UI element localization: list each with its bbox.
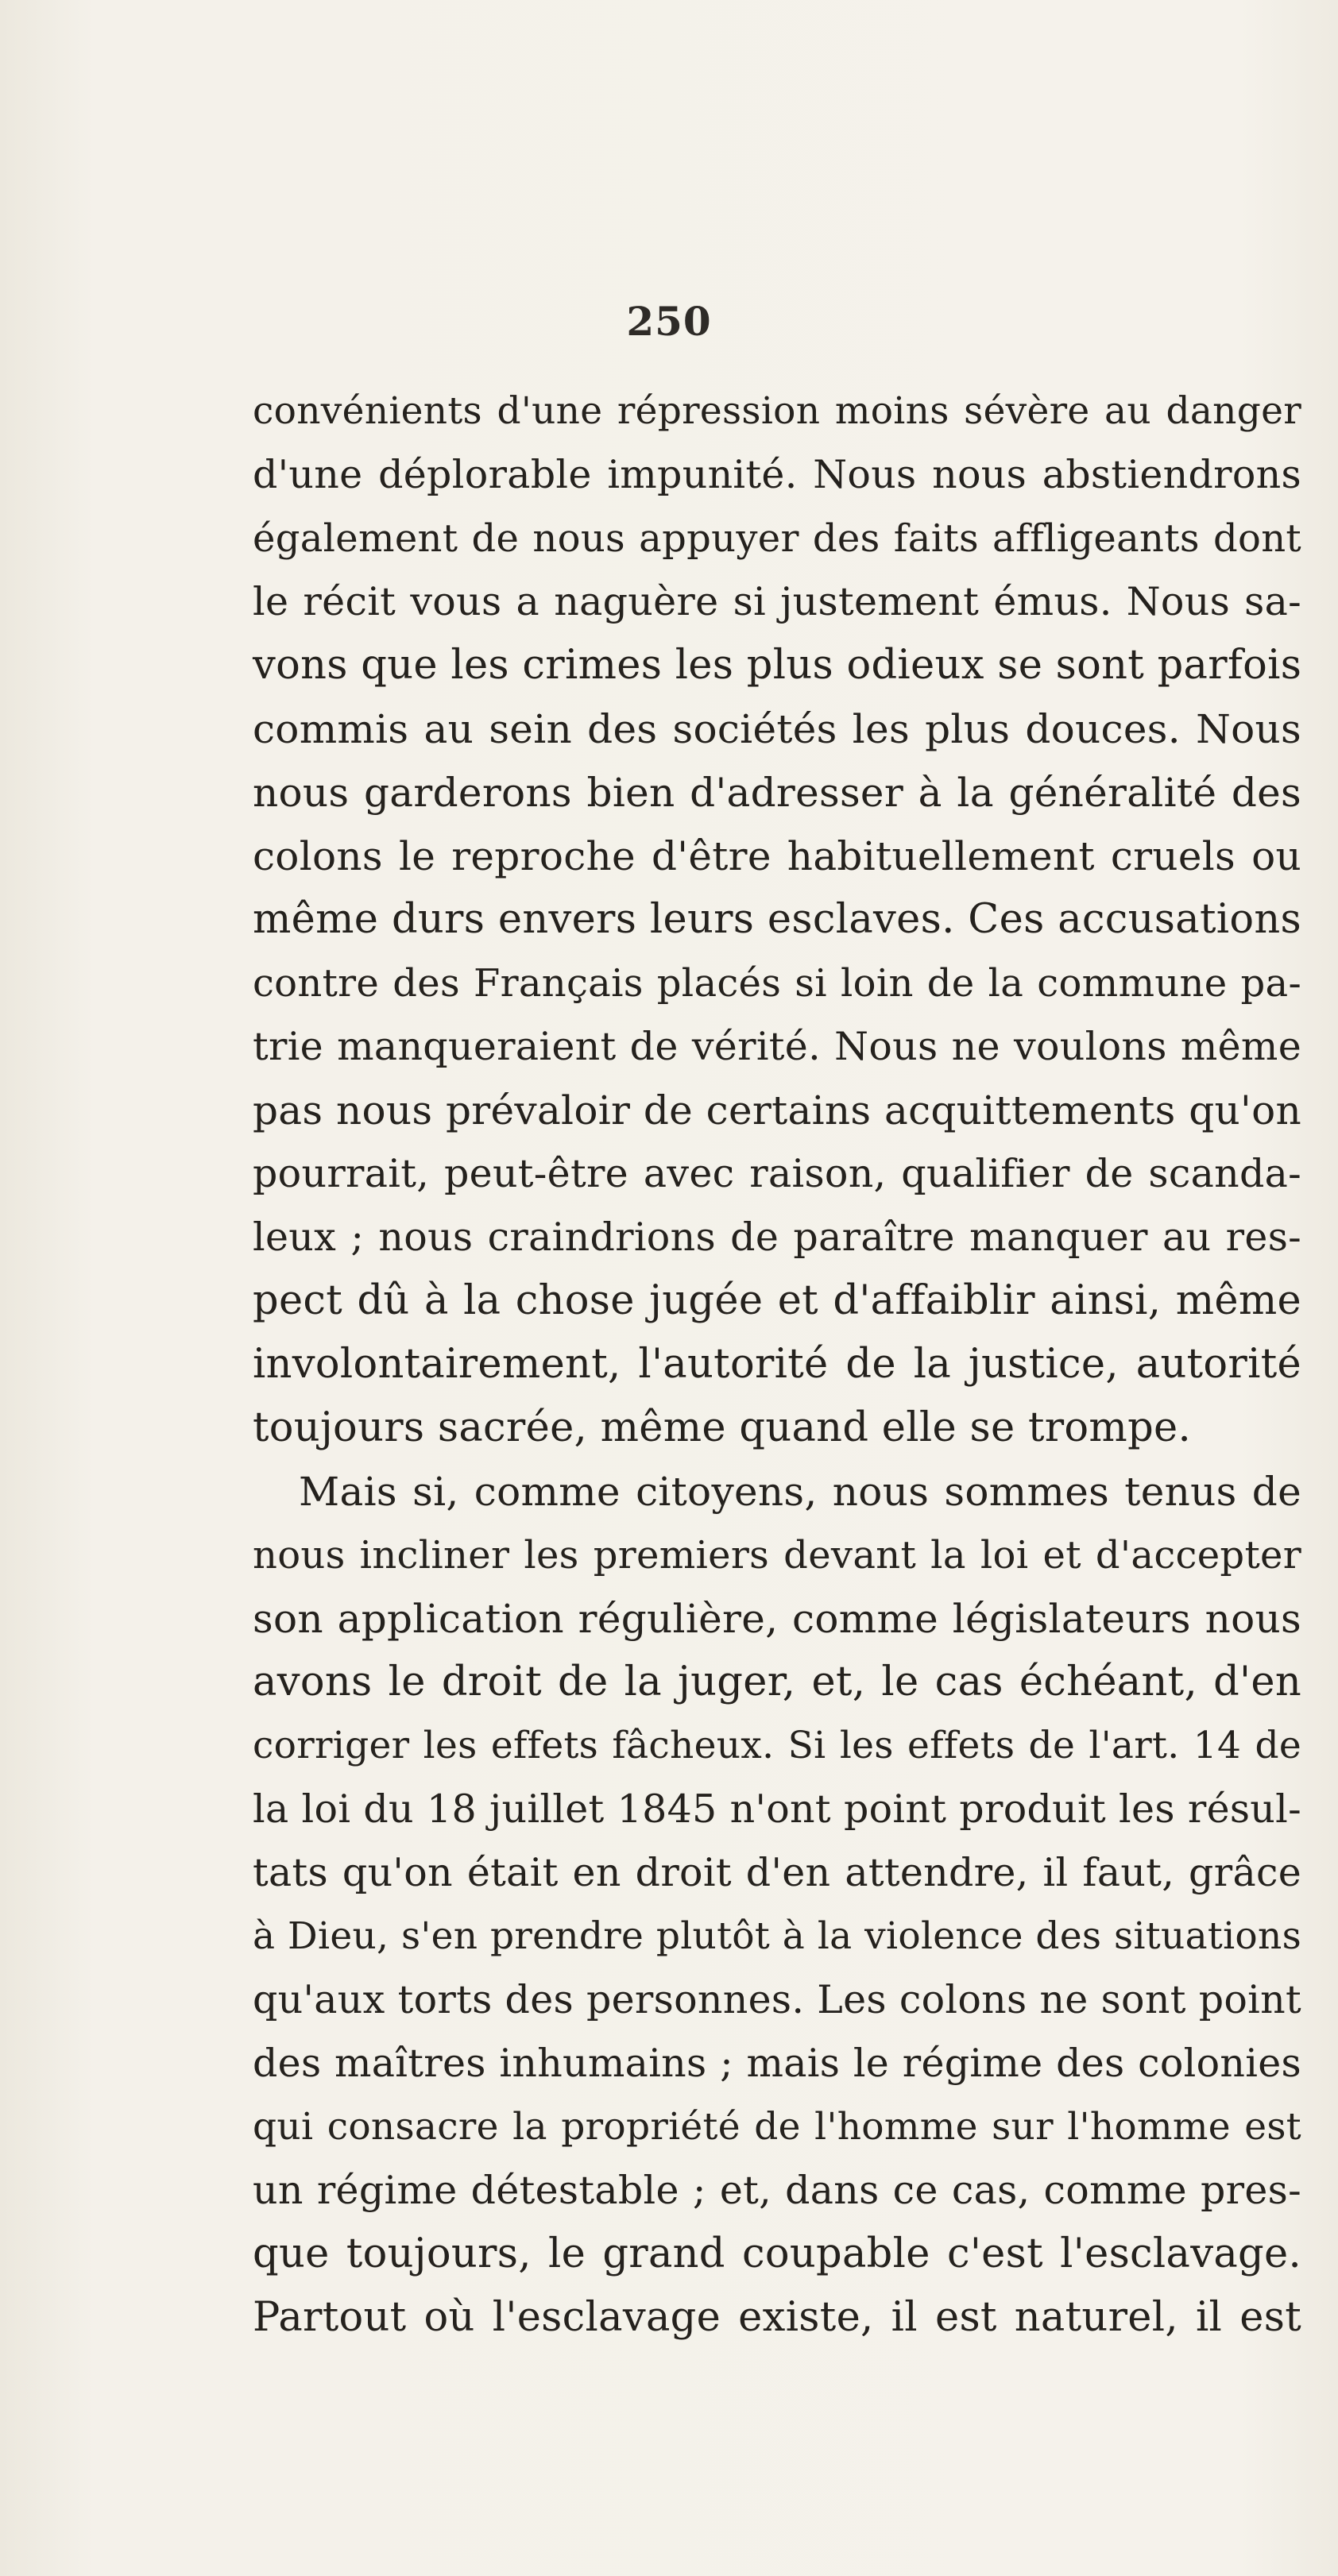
text-line: vons que les crimes les plus odieux se sont parfois xyxy=(253,642,1302,689)
text-line: nous garderons bien d'adresser à la généralité des xyxy=(253,770,1301,816)
text-line: la loi du 18 juillet 1845 n'ont point produit les résul- xyxy=(253,1786,1301,1832)
text-line: même durs envers leurs esclaves. Ces accusations xyxy=(253,896,1301,943)
text-line: que toujours, le grand coupable c'est l'esclavage. xyxy=(253,2230,1301,2277)
text-line: qu'aux torts des personnes. Les colons ne sont point xyxy=(253,1977,1301,2022)
text-line: leux ; nous craindrions de paraître manquer au res- xyxy=(253,1215,1301,1260)
text-line: qui consacre la propriété de l'homme sur l'homme est xyxy=(253,2105,1301,2149)
text-line: commis au sein des sociétés les plus douces. Nous xyxy=(253,706,1301,752)
text-line: Partout où l'esclavage existe, il est naturel, il est xyxy=(253,2294,1301,2341)
text-line: contre des Français placés si loin de la commune pa- xyxy=(253,961,1301,1006)
text-line: des maîtres inhumains ; mais le régime des colonies xyxy=(253,2041,1301,2086)
text-line: involontairement, l'autorité de la justice, autorité xyxy=(253,1341,1301,1388)
text-line: pas nous prévaloir de certains acquittements qu'on xyxy=(253,1087,1301,1134)
text-line: son application régulière, comme législateurs nous xyxy=(253,1596,1301,1642)
text-line: corriger les effets fâcheux. Si les effets de l'art. 14 de xyxy=(253,1724,1301,1767)
text-line: un régime détestable ; et, dans ce cas, comme pres- xyxy=(253,2168,1301,2213)
page-number: 250 xyxy=(626,298,712,345)
text-line: pourrait, peut-être avec raison, qualifier de scanda- xyxy=(253,1151,1301,1196)
text-line: trie manqueraient de vérité. Nous ne voulons même xyxy=(253,1024,1301,1069)
paragraph-end-line: toujours sacrée, même quand elle se trompe. xyxy=(253,1404,1192,1451)
paragraph-start-line: Mais si, comme citoyens, nous sommes tenus de xyxy=(299,1469,1301,1515)
body-text xyxy=(253,380,1301,2350)
text-line: d'une déplorable impunité. Nous nous abstiendrons xyxy=(253,452,1301,497)
text-line: pect dû à la chose jugée et d'affaiblir ainsi, même xyxy=(253,1277,1301,1324)
text-line: à Dieu, s'en prendre plutôt à la violence des situations xyxy=(253,1914,1301,1958)
text-line: convénients d'une répression moins sévère au danger xyxy=(253,389,1301,433)
text-line: tats qu'on était en droit d'en attendre, il faut, grâce xyxy=(253,1850,1301,1895)
text-line: colons le reproche d'être habituellement cruels ou xyxy=(253,833,1301,879)
text-line: le récit vous a naguère si justement émus. Nous sa- xyxy=(253,579,1301,624)
text-line: avons le droit de la juger, et, le cas échéant, d'en xyxy=(253,1659,1301,1705)
text-line: nous incliner les premiers devant la loi et d'accepter xyxy=(253,1533,1301,1578)
text-line: également de nous appuyer des faits affligeants dont xyxy=(253,516,1301,561)
